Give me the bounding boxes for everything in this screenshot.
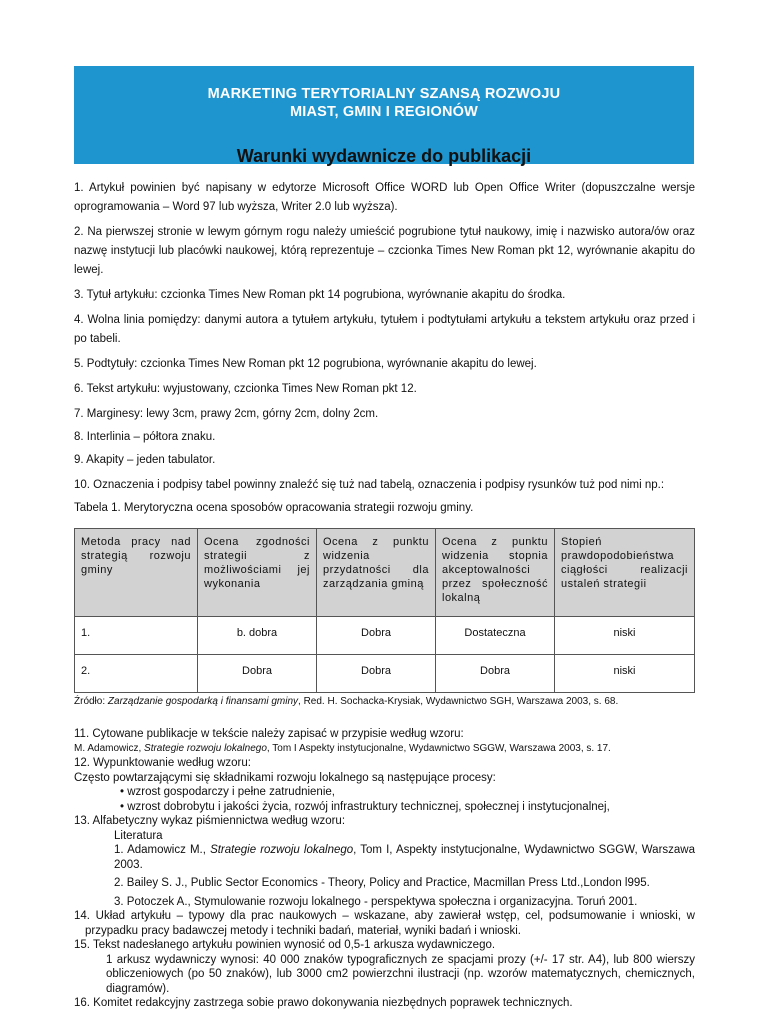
rule-11: 11. Cytowane publikacje w tekście należy zapisać w przypisie według wzoru:	[74, 728, 464, 740]
ref1-title: Strategie rozwoju lokalnego	[210, 844, 354, 856]
source-prefix: Źródło:	[74, 696, 108, 707]
rule-10: 10. Oznaczenia i podpisy tabel powinny znaleźć się tuż nad tabelą, oznaczenia i podpisy rysunków tuż pod nimi np.:	[74, 479, 665, 491]
rule-4: 4. Wolna linia pomiędzy: danymi autora a tytułem artykułu, tytułem i podtytułami artykułu a tekstem artykułu oraz przed i po tabeli.	[74, 314, 695, 345]
table-header-cell: Ocena zgodności strategii z możliwościami jej wykonania	[198, 529, 317, 617]
bullet-item: • wzrost dobrobytu i jakości życia, rozwój infrastruktury technicznej, społecznej i instytucjonalnej,	[120, 800, 610, 813]
table-header-cell: Stopień prawdopodobieństwa ciągłości realizacji ustaleń strategii	[555, 529, 695, 617]
rule-13: 13. Alfabetyczny wykaz piśmiennictwa według wzoru:	[74, 815, 346, 827]
source-suffix: , Red. H. Sochacka-Krysiak, Wydawnictwo SGH, Warszawa 2003, s. 68.	[298, 696, 619, 707]
table-cell: Dobra	[317, 655, 436, 693]
rule-3: 3. Tytuł artykułu: czcionka Times New Roman pkt 14 pogrubiona, wyrównanie akapitu do środka.	[74, 289, 566, 301]
bullet-item: • wzrost gospodarczy i pełne zatrudnienie,	[120, 786, 335, 798]
rule-15-detail: 1 arkusz wydawniczy wynosi: 40 000 znaków typograficznych ze spacjami prozy (+/- 17 str. A4), lub 800 wierszy obliczeniowych (po 50 znaków), lub 3000 cm2 powierzchni ilustracji (np. wzorów matematycznych, chemicznych, diagramów).	[106, 953, 695, 995]
rule-7: 7. Marginesy: lewy 3cm, prawy 2cm, górny 2cm, dolny 2cm.	[74, 408, 379, 420]
rule-12-example: Często powtarzającymi się składnikami rozwoju lokalnego są następujące procesy:	[74, 771, 496, 784]
document-body	[74, 179, 695, 1011]
table-cell: b. dobra	[198, 617, 317, 655]
table-cell: 1.	[75, 617, 198, 655]
rule-9: 9. Akapity – jeden tabulator.	[74, 454, 216, 466]
rule-11-example	[74, 742, 695, 757]
table-cell: Dobra	[198, 655, 317, 693]
table-row	[75, 655, 695, 693]
literature-heading: Literatura	[114, 829, 163, 842]
table-header-row	[75, 529, 695, 617]
rule-8: 8. Interlinia – półtora znaku.	[74, 431, 216, 443]
reference-1	[74, 843, 695, 872]
ref1-prefix: 1. Adamowicz M.,	[114, 844, 211, 856]
rule-16: 16. Komitet redakcyjny zastrzega sobie prawo dokonywania niezbędnych poprawek technicznych.	[74, 997, 573, 1009]
rule-14: 14. Układ artykułu – typowy dla prac naukowych – wskazane, aby zawierał wstęp, cel, podsumowanie i wnioski, w przypadku pracy badawczej metody i techniki badań, materiał, wyniki badań i wnioski.	[74, 910, 695, 937]
reference-3: 3. Potoczek A., Stymulowanie rozwoju lokalnego - perspektywa społeczna i organizacyjna. Toruń 2001.	[114, 895, 638, 908]
table-header-cell: Ocena z punktu widzenia stopnia akceptowalności przez społeczność lokalną	[436, 529, 555, 617]
table-row	[75, 617, 695, 655]
rule-15: 15. Tekst nadesłanego artykułu powinien wynosić od 0,5-1 arkusza wydawniczego.	[74, 939, 496, 951]
page-title: Warunki wydawnicze do publikacji	[236, 146, 532, 166]
rules-continued	[74, 727, 695, 1011]
rule-6: 6. Tekst artykułu: wyjustowany, czcionka Times New Roman pkt 12.	[74, 383, 417, 395]
source-title: Zarządzanie gospodarką i finansami gminy	[107, 696, 299, 707]
banner-title-line1: MARKETING TERYTORIALNY SZANSĄ ROZWOJU	[207, 86, 561, 102]
table-caption: Tabela 1. Merytoryczna ocena sposobów opracowania strategii rozwoju gminy.	[74, 502, 474, 514]
table-header-cell: Ocena z punktu widzenia przydatności dla zarządzania gminą	[317, 529, 436, 617]
rule-2: 2. Na pierwszej stronie w lewym górnym rogu należy umieścić pogrubione tytuł naukowy, imię i nazwisko autora/ów oraz nazwę instytucji lub placówki naukowej, którą reprezentuje – czcionka Times New Roman pkt 12, wyrównanie akapitu do lewej.	[74, 226, 695, 276]
table-cell: 2.	[75, 655, 198, 693]
table-cell: Dostateczna	[436, 617, 555, 655]
reference-2: 2. Bailey S. J., Public Sector Economics - Theory, Policy and Practice, Macmillan Press Ltd.,London l995.	[114, 877, 650, 889]
rule-1: 1. Artykuł powinien być napisany w edytorze Microsoft Office WORD lub Open Office Writer (dopuszczalne wersje oprogramowania – Word 97 lub wyższa, Writer 2.0 lub wyższa).	[74, 182, 695, 213]
banner-title-line2: MIAST, GMIN I REGIONÓW	[289, 104, 479, 120]
table-cell: Dobra	[317, 617, 436, 655]
example-title: Strategie rozwoju lokalnego	[144, 742, 267, 754]
table-cell: Dobra	[436, 655, 555, 693]
table-header-cell: Metoda pracy nad strategią rozwoju gminy	[75, 529, 198, 617]
table-cell: niski	[555, 655, 695, 693]
ref1-suffix: , Tom I, Aspekty instytucjonalne, Wydawnictwo SGGW, Warszawa 2003.	[114, 844, 696, 871]
rule-12: 12. Wypunktowanie według wzoru:	[74, 757, 251, 769]
table-source-note	[74, 695, 695, 709]
rule-5: 5. Podtytuły: czcionka Times New Roman pkt 12 pogrubiona, wyrównanie akapitu do lewej.	[74, 358, 537, 370]
example-prefix: M. Adamowicz,	[74, 742, 145, 754]
example-suffix: , Tom I Aspekty instytucjonalne, Wydawnictwo SGGW, Warszawa 2003, s. 17.	[266, 742, 611, 754]
table-cell: niski	[555, 617, 695, 655]
example-table	[74, 528, 695, 693]
